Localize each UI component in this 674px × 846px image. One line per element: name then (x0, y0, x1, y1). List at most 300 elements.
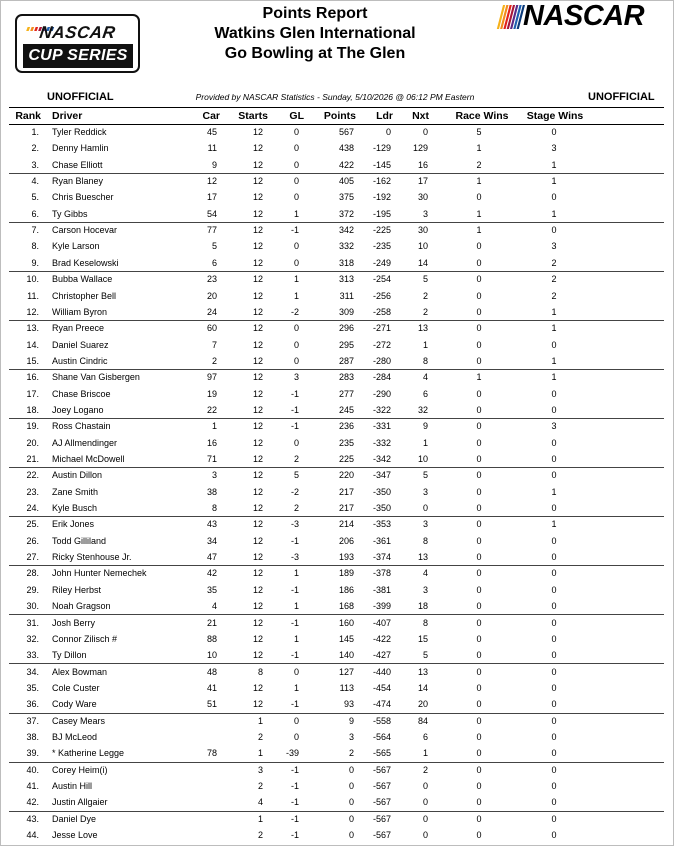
cell-points: 318 (338, 257, 354, 268)
header-starts: Starts (238, 110, 268, 122)
table-row (9, 631, 664, 647)
cell-starts: 12 (252, 355, 263, 366)
header-nxt: Nxt (412, 110, 429, 122)
cell-starts: 12 (252, 699, 263, 710)
table-row (9, 402, 664, 419)
cell-car: 45 (206, 127, 217, 137)
cell-gl: 1 (293, 568, 299, 579)
cell-race-wins: 0 (476, 633, 482, 644)
table-row (9, 320, 664, 336)
cell-race-wins: 0 (476, 797, 482, 808)
cell-driver: Shane Van Gisbergen (52, 372, 140, 383)
cell-rank: 36. (26, 699, 39, 710)
header-stage-wins: Stage Wins (526, 110, 584, 122)
cell-race-wins: 0 (476, 257, 482, 268)
cell-stage-wins: 0 (551, 633, 557, 644)
cell-stage-wins: 0 (551, 617, 557, 628)
cell-gl: 0 (293, 323, 299, 334)
cell-rank: 35. (26, 682, 39, 693)
cell-race-wins: 0 (476, 535, 482, 546)
cell-points: 0 (348, 830, 354, 841)
cell-stage-wins: 0 (551, 535, 557, 546)
cell-race-wins: 0 (476, 241, 482, 252)
cell-driver: Ryan Preece (52, 323, 105, 334)
cell-car: 9 (211, 159, 217, 170)
cell-race-wins: 0 (476, 568, 482, 579)
cell-nxt: 2 (422, 290, 428, 301)
cell-rank: 4. (31, 176, 39, 187)
cell-stage-wins: 1 (551, 208, 557, 219)
cell-driver: Riley Herbst (52, 584, 102, 595)
cell-gl: -1 (290, 617, 299, 628)
cell-driver: Casey Mears (52, 715, 106, 726)
cell-points: 206 (338, 535, 354, 546)
cell-ldr: 0 (385, 127, 391, 137)
cell-rank: 18. (26, 404, 39, 415)
unofficial-label-right: UNOFFICIAL (588, 91, 655, 103)
cell-nxt: 0 (422, 797, 428, 808)
cell-gl: 0 (293, 666, 299, 677)
cell-car: 6 (211, 257, 217, 268)
cell-car: 20 (206, 290, 217, 301)
cell-rank: 39. (26, 748, 39, 759)
cell-car: 7 (211, 339, 217, 350)
cell-gl: -2 (290, 486, 299, 497)
cell-nxt: 129 (412, 143, 428, 154)
cell-points: 217 (338, 486, 354, 497)
cell-gl: -1 (290, 813, 299, 824)
cell-race-wins: 0 (476, 323, 482, 334)
cell-race-wins: 0 (476, 355, 482, 366)
cell-ldr: -558 (372, 715, 391, 726)
cell-ldr: -322 (372, 404, 391, 415)
cell-rank: 16. (26, 372, 39, 383)
cell-driver: Ricky Stenhouse Jr. (52, 552, 132, 563)
cell-driver: Ryan Blaney (52, 176, 104, 187)
cell-gl: -39 (285, 748, 299, 759)
header-points: Points (323, 110, 356, 122)
cell-starts: 12 (252, 633, 263, 644)
cell-points: 295 (338, 339, 354, 350)
cell-starts: 12 (252, 388, 263, 399)
cell-gl: 1 (293, 208, 299, 219)
cell-race-wins: 0 (476, 813, 482, 824)
cell-driver: Chase Elliott (52, 159, 103, 170)
cell-driver: Todd Gilliland (52, 535, 107, 546)
cell-race-wins: 0 (476, 601, 482, 612)
cell-race-wins: 0 (476, 486, 482, 497)
cell-ldr: -225 (372, 225, 391, 236)
cell-starts: 12 (252, 404, 263, 415)
cell-ldr: -565 (372, 748, 391, 759)
cell-car: 35 (206, 584, 217, 595)
cell-nxt: 13 (417, 552, 428, 563)
table-row (9, 615, 664, 631)
cell-starts: 3 (257, 764, 263, 775)
cell-gl: 1 (293, 290, 299, 301)
cell-points: 0 (348, 797, 354, 808)
cell-car: 78 (206, 748, 217, 759)
cell-starts: 12 (252, 421, 263, 432)
cell-points: 245 (338, 404, 354, 415)
cell-nxt: 32 (417, 404, 428, 415)
cell-car: 17 (206, 192, 217, 203)
cell-race-wins: 0 (476, 339, 482, 350)
cell-starts: 4 (257, 797, 263, 808)
header-race-wins: Race Wins (455, 110, 509, 122)
cell-gl: 0 (293, 192, 299, 203)
cell-driver: Jesse Love (52, 830, 98, 841)
header-ldr: Ldr (376, 110, 393, 122)
cell-stage-wins: 1 (551, 486, 557, 497)
cell-rank: 6. (31, 208, 39, 219)
cell-driver: Cole Custer (52, 682, 100, 693)
cell-starts: 12 (252, 339, 263, 350)
cell-starts: 12 (252, 617, 263, 628)
cell-starts: 12 (252, 650, 263, 661)
cell-starts: 12 (252, 437, 263, 448)
cell-driver: Ty Gibbs (52, 208, 88, 219)
cell-ldr: -440 (372, 666, 391, 677)
cell-starts: 12 (252, 192, 263, 203)
cell-car: 77 (206, 225, 217, 236)
cell-ldr: -399 (372, 601, 391, 612)
cell-stage-wins: 0 (551, 404, 557, 415)
cell-nxt: 1 (422, 748, 428, 759)
cell-ldr: -347 (372, 470, 391, 481)
cell-gl: 0 (293, 159, 299, 170)
cell-starts: 12 (252, 535, 263, 546)
cell-race-wins: 0 (476, 421, 482, 432)
cell-stage-wins: 0 (551, 437, 557, 448)
cell-stage-wins: 0 (551, 731, 557, 742)
cell-rank: 15. (26, 355, 39, 366)
cell-race-wins: 0 (476, 552, 482, 563)
cell-race-wins: 0 (476, 748, 482, 759)
cell-starts: 12 (252, 372, 263, 383)
table-row (9, 222, 664, 238)
cell-race-wins: 0 (476, 192, 482, 203)
cell-gl: -1 (290, 797, 299, 808)
cell-points: 0 (348, 781, 354, 791)
cell-race-wins: 5 (476, 127, 482, 137)
cell-stage-wins: 0 (551, 192, 557, 203)
cell-driver: BJ McLeod (52, 731, 98, 742)
nascar-stripes-icon (495, 3, 525, 33)
nascar-logo (495, 1, 655, 35)
cell-ldr: -427 (372, 650, 391, 661)
cell-car: 16 (206, 437, 217, 448)
cell-gl: -1 (290, 650, 299, 661)
cell-starts: 12 (252, 225, 263, 236)
cell-rank: 8. (31, 241, 39, 252)
cell-ldr: -567 (372, 781, 391, 791)
cell-driver: Michael McDowell (52, 454, 125, 464)
cell-rank: 17. (26, 388, 39, 399)
cell-nxt: 4 (422, 372, 428, 383)
cell-race-wins: 0 (476, 306, 482, 317)
cell-car: 2 (211, 355, 217, 366)
cell-ldr: -374 (372, 552, 391, 563)
cell-nxt: 0 (422, 127, 428, 137)
cell-car: 5 (211, 241, 217, 252)
cell-ldr: -350 (372, 486, 391, 497)
cell-nxt: 20 (417, 699, 428, 710)
nascar-cup-series-logo (15, 14, 140, 73)
cell-stage-wins: 0 (551, 666, 557, 677)
table-row (9, 206, 664, 223)
cell-nxt: 5 (422, 274, 428, 285)
cell-gl: -3 (290, 552, 299, 563)
cell-gl: 0 (293, 257, 299, 268)
cell-ldr: -567 (372, 830, 391, 841)
cell-starts: 12 (252, 470, 263, 481)
cell-points: 186 (338, 584, 354, 595)
cell-nxt: 30 (417, 192, 428, 203)
cell-gl: 0 (293, 715, 299, 726)
cell-driver: Daniel Suarez (52, 339, 109, 350)
cell-driver: Chris Buescher (52, 192, 114, 203)
table-row (9, 500, 664, 517)
cell-ldr: -342 (372, 454, 391, 464)
cell-nxt: 2 (422, 764, 428, 775)
cell-points: 277 (338, 388, 354, 399)
cell-starts: 2 (257, 830, 263, 841)
cell-car: 60 (206, 323, 217, 334)
cell-stage-wins: 3 (551, 241, 557, 252)
cell-points: 236 (338, 421, 354, 432)
cell-driver: Zane Smith (52, 486, 99, 497)
cell-nxt: 9 (422, 421, 428, 432)
cell-car: 1 (211, 421, 217, 432)
cell-rank: 32. (26, 633, 39, 644)
cell-driver: Connor Zilisch # (52, 633, 118, 644)
cell-driver: William Byron (52, 306, 108, 317)
cell-driver: Joey Logano (52, 404, 104, 415)
cell-points: 405 (338, 176, 354, 187)
cell-stage-wins: 1 (551, 372, 557, 383)
table-row (9, 418, 664, 434)
cell-rank: 24. (26, 503, 39, 514)
cell-stage-wins: 1 (551, 519, 557, 530)
cell-driver: Austin Cindric (52, 355, 108, 366)
cell-car: 48 (206, 666, 217, 677)
cell-starts: 12 (252, 552, 263, 563)
cell-starts: 12 (252, 159, 263, 170)
cell-ldr: -474 (372, 699, 391, 710)
cell-race-wins: 1 (476, 143, 482, 154)
cell-starts: 12 (252, 306, 263, 317)
table-row (9, 680, 664, 696)
cell-ldr: -361 (372, 535, 391, 546)
table-row (9, 582, 664, 598)
cell-nxt: 0 (422, 830, 428, 841)
cell-rank: 26. (26, 535, 39, 546)
cell-points: 9 (348, 715, 354, 726)
cell-race-wins: 0 (476, 731, 482, 742)
cell-stage-wins: 0 (551, 584, 557, 595)
cell-starts: 12 (252, 241, 263, 252)
cell-car: 3 (211, 470, 217, 481)
cell-car: 88 (206, 633, 217, 644)
cell-points: 189 (338, 568, 354, 579)
cell-stage-wins: 3 (551, 421, 557, 432)
cell-stage-wins: 0 (551, 127, 557, 137)
cell-stage-wins: 3 (551, 143, 557, 154)
cell-rank: 5. (31, 192, 39, 203)
cell-rank: 34. (26, 666, 39, 677)
cell-driver: Josh Berry (52, 617, 96, 628)
cell-stage-wins: 1 (551, 306, 557, 317)
cell-driver: Justin Allgaier (52, 797, 108, 808)
cell-starts: 1 (257, 715, 263, 726)
cell-car: 97 (206, 372, 217, 383)
cell-nxt: 8 (422, 617, 428, 628)
cell-points: 2 (348, 748, 354, 759)
table-row (9, 696, 664, 713)
cell-ldr: -258 (372, 306, 391, 317)
cell-gl: -2 (290, 306, 299, 317)
cell-nxt: 0 (422, 503, 428, 514)
cell-nxt: 1 (422, 437, 428, 448)
cell-nxt: 8 (422, 535, 428, 546)
cell-nxt: 5 (422, 470, 428, 481)
cell-rank: 40. (26, 764, 39, 775)
table-row (9, 337, 664, 353)
cell-race-wins: 0 (476, 503, 482, 514)
cell-stage-wins: 0 (551, 699, 557, 710)
cell-car: 71 (206, 454, 217, 464)
cell-race-wins: 0 (476, 617, 482, 628)
cell-stage-wins: 0 (551, 568, 557, 579)
cell-points: 313 (338, 274, 354, 285)
cell-rank: 20. (26, 437, 39, 448)
table-row (9, 124, 664, 140)
table-row (9, 516, 664, 532)
cell-stage-wins: 0 (551, 339, 557, 350)
cell-race-wins: 0 (476, 584, 482, 595)
cell-nxt: 10 (417, 241, 428, 252)
cell-stage-wins: 2 (551, 290, 557, 301)
cell-driver: Kyle Busch (52, 503, 98, 514)
cell-rank: 43. (26, 813, 39, 824)
cell-rank: 2. (31, 143, 39, 154)
cell-gl: 5 (293, 470, 299, 481)
cell-nxt: 18 (417, 601, 428, 612)
cell-stage-wins: 1 (551, 176, 557, 187)
cell-race-wins: 0 (476, 715, 482, 726)
table-row (9, 238, 664, 254)
cell-starts: 1 (257, 813, 263, 824)
cell-stage-wins: 0 (551, 470, 557, 481)
cell-rank: 27. (26, 552, 39, 563)
cell-starts: 12 (252, 601, 263, 612)
cell-driver: Corey Heim(i) (52, 764, 108, 775)
cell-ldr: -192 (372, 192, 391, 203)
header-rank: Rank (15, 110, 41, 122)
report-title: Points Report (262, 5, 368, 22)
cell-points: 422 (338, 159, 354, 170)
cell-race-wins: 1 (476, 176, 482, 187)
cell-rank: 38. (26, 731, 39, 742)
cell-rank: 37. (26, 715, 39, 726)
table-row (9, 827, 664, 843)
cell-car: 43 (206, 519, 217, 530)
header-gl: GL (289, 110, 304, 122)
cell-rank: 13. (26, 323, 39, 334)
table-row (9, 762, 664, 778)
cell-driver: Cody Ware (52, 699, 97, 710)
cell-gl: 2 (293, 454, 299, 464)
track-name: Watkins Glen International (214, 25, 416, 42)
report-title-block (170, 4, 460, 64)
table-row (9, 353, 664, 370)
cell-race-wins: 0 (476, 699, 482, 710)
cell-driver: Alex Bowman (52, 666, 108, 677)
cell-gl: 0 (293, 355, 299, 366)
cell-points: 0 (348, 764, 354, 775)
cell-car: 42 (206, 568, 217, 579)
cell-nxt: 0 (422, 813, 428, 824)
cell-stage-wins: 0 (551, 650, 557, 661)
cell-ldr: -195 (372, 208, 391, 219)
table-row (9, 369, 664, 385)
cell-race-wins: 1 (476, 208, 482, 219)
cell-race-wins: 0 (476, 682, 482, 693)
cell-driver: Erik Jones (52, 519, 95, 530)
cell-rank: 7. (31, 225, 39, 236)
cell-nxt: 1 (422, 339, 428, 350)
cell-gl: 0 (293, 176, 299, 187)
table-row (9, 729, 664, 745)
cell-ldr: -564 (372, 731, 391, 742)
cell-points: 113 (339, 682, 354, 693)
cell-driver: John Hunter Nemechek (52, 568, 147, 579)
cell-ldr: -145 (372, 159, 391, 170)
cell-driver: Brad Keselowski (52, 257, 119, 268)
cell-car: 38 (206, 486, 217, 497)
cell-points: 342 (338, 225, 354, 236)
cell-car: 4 (211, 601, 217, 612)
cell-gl: 1 (293, 274, 299, 285)
cell-driver: Ty Dillon (52, 650, 87, 661)
cell-stage-wins: 2 (551, 257, 557, 268)
cell-ldr: -567 (372, 813, 391, 824)
cell-driver: Daniel Dye (52, 813, 97, 824)
cell-stage-wins: 1 (551, 323, 557, 334)
cell-car: 41 (206, 682, 217, 693)
cell-points: 375 (338, 192, 354, 203)
cell-starts: 1 (257, 748, 263, 759)
cell-stage-wins: 0 (551, 715, 557, 726)
cell-starts: 12 (252, 486, 263, 497)
cell-starts: 12 (252, 568, 263, 579)
table-row (9, 533, 664, 549)
cell-points: 235 (338, 437, 354, 448)
cell-nxt: 10 (417, 454, 428, 464)
cell-points: 287 (338, 355, 354, 366)
cell-race-wins: 0 (476, 650, 482, 661)
cell-rank: 25. (26, 519, 39, 530)
cell-gl: 0 (293, 339, 299, 350)
cell-driver: Kyle Larson (52, 241, 100, 252)
cell-race-wins: 0 (476, 470, 482, 481)
cell-race-wins: 1 (476, 372, 482, 383)
unofficial-label-left: UNOFFICIAL (47, 91, 114, 103)
cell-points: 0 (348, 813, 354, 824)
cell-starts: 12 (252, 176, 263, 187)
cell-gl: -1 (290, 584, 299, 595)
